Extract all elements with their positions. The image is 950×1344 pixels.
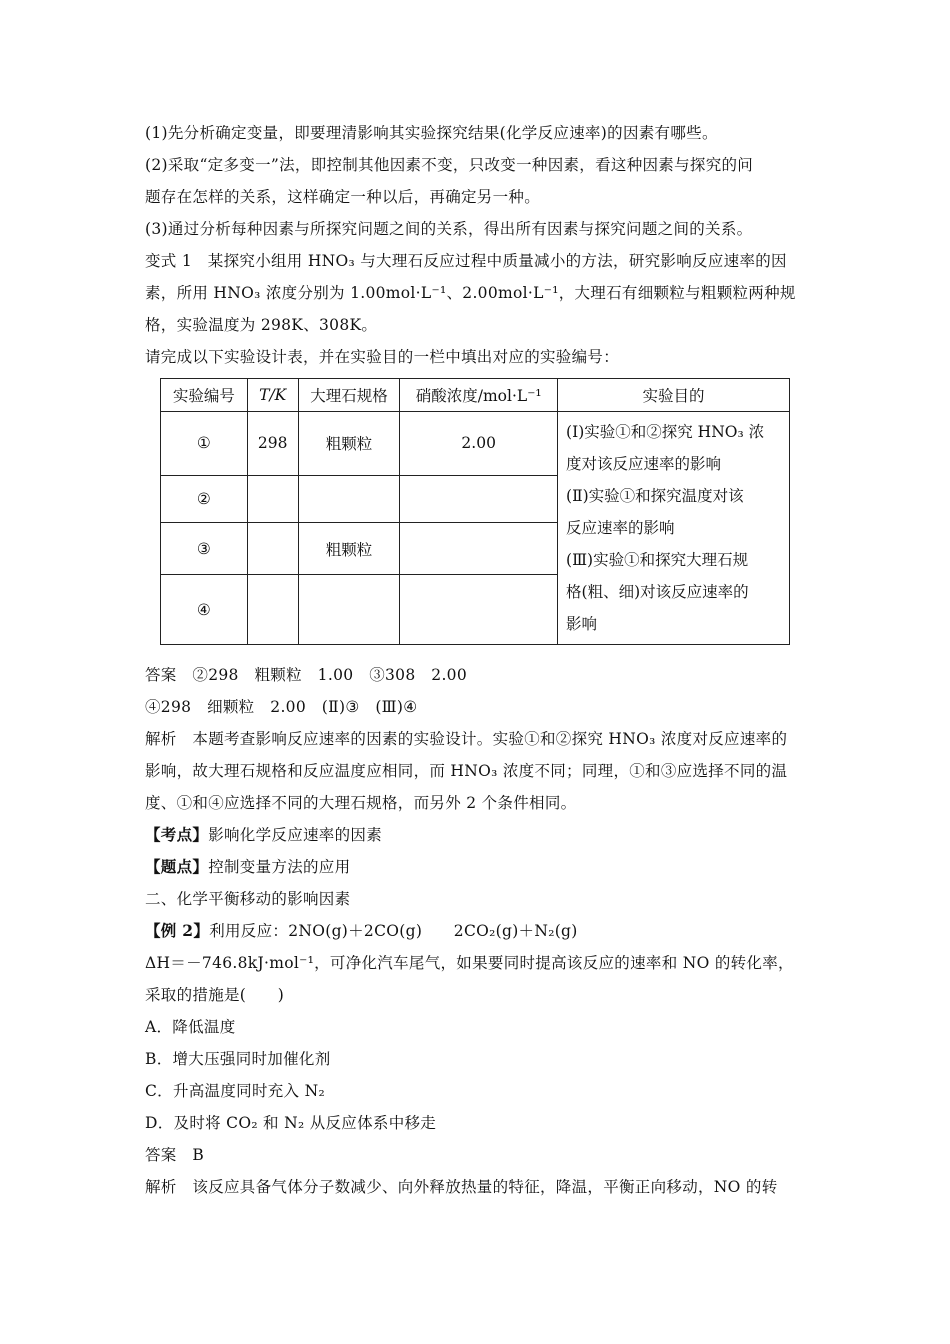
header-aim: 实验目的 bbox=[558, 379, 790, 412]
aim-cell bbox=[558, 412, 790, 645]
analysis1-line-2: 影响，故大理石规格和反应温度应相同，而 HNO₃ 浓度不同；同理，①和③应选择不同的温 bbox=[145, 762, 788, 780]
option-b: B．增大压强同时加催化剂 bbox=[145, 1050, 331, 1068]
variant-line-4: 请完成以下实验设计表，并在实验目的一栏中填出对应的实验编号： bbox=[145, 348, 620, 366]
experiment-design-table bbox=[160, 378, 790, 645]
tidian-label: 【题点】 bbox=[145, 857, 209, 876]
answer1-line-1: 答案 ②298 粗颗粒 1.00 ③308 2.00 bbox=[145, 666, 467, 684]
aim-line: 格(粗、细)对该反应速率的 bbox=[566, 583, 749, 601]
intro-p3: (3)通过分析每种因素与所探究问题之间的关系，得出所有因素与探究问题之间的关系。 bbox=[145, 220, 753, 238]
aim-line: (Ⅱ)实验①和探究温度对该 bbox=[566, 487, 744, 505]
table-cell bbox=[247, 523, 298, 575]
variant-line-3: 格，实验温度为 298K、308K。 bbox=[145, 316, 378, 334]
kaodian-label: 【考点】 bbox=[145, 825, 209, 844]
example2-reaction: 利用反应：2NO(g)＋2CO(g) 2CO₂(g)＋N₂(g) bbox=[209, 922, 578, 940]
intro-p2b: 题存在怎样的关系，这样确定一种以后，再确定另一种。 bbox=[145, 188, 541, 206]
table-cell: ③ bbox=[161, 523, 248, 575]
intro-p2a: (2)采取“定多变一”法，即控制其他因素不变，只改变一种因素，看这种因素与探究的问 bbox=[145, 156, 754, 174]
table-cell: ④ bbox=[161, 575, 248, 645]
aim-line: 度对该反应速率的影响 bbox=[566, 455, 722, 473]
table-cell: ② bbox=[161, 475, 248, 523]
kaodian-text: 影响化学反应速率的因素 bbox=[208, 826, 383, 844]
table-cell: 粗颗粒 bbox=[298, 523, 400, 575]
option-c: C．升高温度同时充入 N₂ bbox=[145, 1082, 325, 1100]
option-d: D．及时将 CO₂ 和 N₂ 从反应体系中移走 bbox=[145, 1114, 437, 1132]
aim-line: 影响 bbox=[566, 615, 598, 633]
aim-line: 反应速率的影响 bbox=[566, 519, 675, 537]
table-cell bbox=[298, 575, 400, 645]
header-marble-spec: 大理石规格 bbox=[298, 379, 400, 412]
aim-line: (Ⅰ)实验①和②探究 HNO₃ 浓 bbox=[566, 423, 765, 441]
option-a: A．降低温度 bbox=[145, 1018, 236, 1036]
analysis1-line-1: 解析 本题考查影响反应速率的因素的实验设计。实验①和②探究 HNO₃ 浓度对反应速率的 bbox=[145, 730, 788, 748]
table-cell: 298 bbox=[247, 412, 298, 476]
table-cell bbox=[400, 523, 558, 575]
example2-analysis: 解析 该反应具备气体分子数减少、向外释放热量的特征，降温，平衡正向移动，NO 的转 bbox=[145, 1178, 778, 1196]
variant-line-1: 变式 1 某探究小组用 HNO₃ 与大理石反应过程中质量减小的方法，研究影响反应速率的因 bbox=[145, 252, 787, 270]
intro-p1: (1)先分析确定变量，即要理清影响其实验探究结果(化学反应速率)的因素有哪些。 bbox=[145, 124, 718, 142]
table-cell: 2.00 bbox=[400, 412, 558, 476]
table-cell bbox=[247, 575, 298, 645]
table-cell bbox=[400, 475, 558, 523]
example2-label: 【例 2】 bbox=[145, 921, 210, 940]
example2-line-2: ΔH＝－746.8kJ·mol⁻¹，可净化汽车尾气，如果要同时提高该反应的速率和 NO 的转化率， bbox=[145, 954, 794, 972]
tidian-text: 控制变量方法的应用 bbox=[208, 858, 351, 876]
example2-answer: 答案 B bbox=[145, 1146, 205, 1164]
table-row bbox=[161, 412, 790, 476]
aim-line: (Ⅲ)实验①和探究大理石规 bbox=[566, 551, 749, 569]
table-cell: ① bbox=[161, 412, 248, 476]
kaodian-line bbox=[145, 825, 382, 845]
example2-line-3: 采取的措施是( ) bbox=[145, 986, 285, 1004]
table-header-row bbox=[161, 379, 790, 412]
header-exp-no: 实验编号 bbox=[161, 379, 248, 412]
variant-line-2: 素，所用 HNO₃ 浓度分别为 1.00mol·L⁻¹、2.00mol·L⁻¹，大理石有细颗粒与粗颗粒两种规 bbox=[145, 284, 796, 302]
header-acid-conc: 硝酸浓度/mol·L⁻¹ bbox=[400, 379, 558, 412]
table-cell: 粗颗粒 bbox=[298, 412, 400, 476]
answer1-line-2: ④298 细颗粒 2.00 (Ⅱ)③ (Ⅲ)④ bbox=[145, 698, 418, 716]
header-temp: T/K bbox=[247, 379, 298, 412]
table-cell bbox=[298, 475, 400, 523]
table-cell bbox=[400, 575, 558, 645]
table-cell bbox=[247, 475, 298, 523]
tidian-line bbox=[145, 857, 350, 877]
analysis1-line-3: 度、①和④应选择不同的大理石规格，而另外 2 个条件相同。 bbox=[145, 794, 577, 812]
section2-title: 二、化学平衡移动的影响因素 bbox=[145, 890, 351, 908]
example2-line-1 bbox=[145, 921, 578, 941]
